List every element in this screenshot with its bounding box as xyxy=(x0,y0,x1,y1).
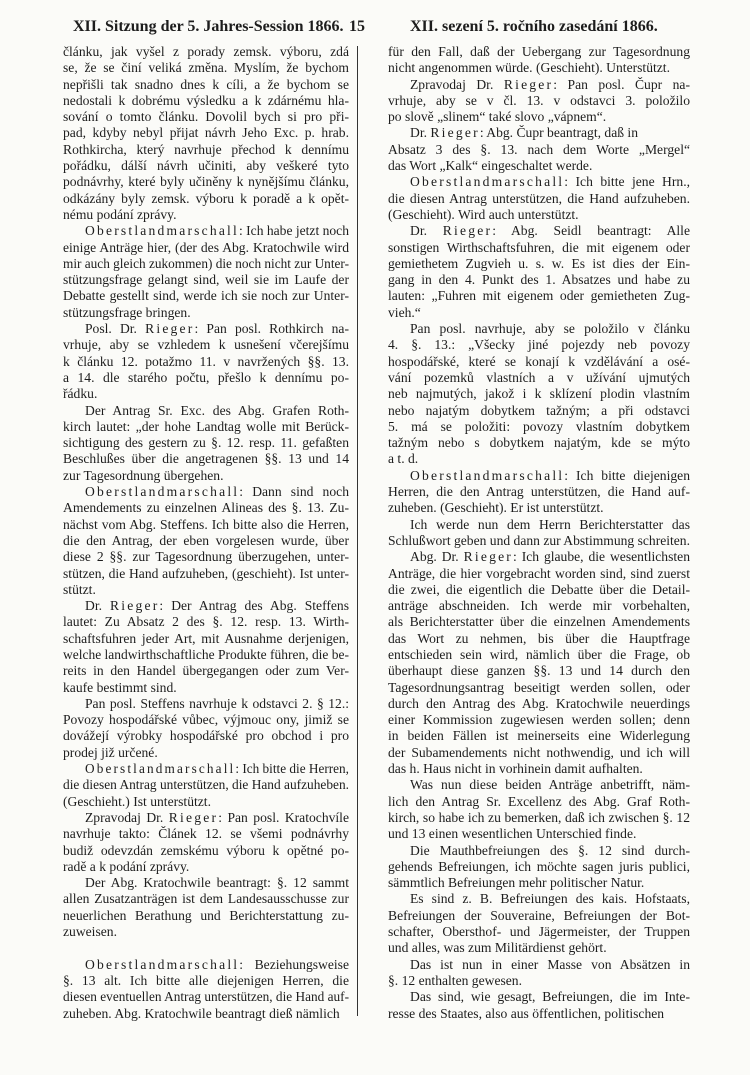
text-line xyxy=(388,680,690,696)
paragraph xyxy=(63,761,349,810)
line-text: 5. má se položiti: povozy vlastním dobytkem xyxy=(388,418,690,434)
text-line xyxy=(388,614,690,630)
line-text: Pan posl. navrhuje, aby se položilo v článku xyxy=(410,321,690,337)
text-line xyxy=(63,631,349,647)
speaker-name: Oberstlandmarschall xyxy=(85,223,239,239)
text-line xyxy=(63,158,349,174)
line-text: 4. §. 13.: „Všecky jiné pojezdy neb povozy xyxy=(388,337,690,353)
line-text: Amendements zu einzelnen Alineas des §. 13. Zu- xyxy=(63,500,349,516)
text-line xyxy=(388,663,690,679)
line-text: lautet: Zu Absatz 2 des §. 12. resp. 13. Wirth- xyxy=(63,614,349,630)
speaker-prefix: Dr. xyxy=(410,125,431,141)
right-column xyxy=(388,44,690,1022)
line-text: kirch, so habe ich zu bemerken, daß ich zwischen §. 12 xyxy=(388,809,690,825)
line-text: sichtigung des gestern zu §. 12. resp. 11. gefaßten xyxy=(63,435,349,451)
text-line xyxy=(388,272,690,288)
text-line xyxy=(63,843,349,859)
text-line xyxy=(388,533,690,549)
line-text: : Ich bitte jene Hrn., xyxy=(564,174,690,190)
line-text: Herren, die den Antrag unterstützen, die Hand auf- xyxy=(388,484,690,500)
paragraph xyxy=(388,77,690,126)
line-text: zuweisen. xyxy=(63,924,117,940)
line-text: Debatte gestellt sind, werde ich sie noch zur Unter- xyxy=(63,288,349,304)
line-text: Es sind z. B. Befreiungen des kais. Hofstaats, xyxy=(410,891,690,907)
line-text: zuheben. Abg. Kratochwile beantragt dieß nämlich xyxy=(63,1005,340,1021)
line-text: Beschlußes über die angetragenen §§. 13 und 14 xyxy=(63,451,349,467)
text-line xyxy=(63,354,349,370)
line-text: řádku. xyxy=(63,386,98,402)
line-text: : Beziehungsweise xyxy=(239,956,349,972)
text-line xyxy=(388,973,690,989)
left-column xyxy=(63,44,349,1022)
line-text: se, že se činí veliká změna. Myslím, že bychom xyxy=(63,60,349,76)
line-text: diesen eventuellen Antrag unterstützen, die Hand auf- xyxy=(63,989,349,1005)
line-text: entschieden sein wird, nämlich über die Frage, ob xyxy=(388,646,690,662)
paragraph xyxy=(388,549,690,777)
text-line xyxy=(388,908,690,924)
line-text: die diesen Antrag unterstützen, die Hand aufzuheben. xyxy=(63,777,349,793)
line-text: vrhuje, aby se vzhledem k usnešení včerejšímu xyxy=(63,337,349,353)
paragraph xyxy=(388,777,690,842)
text-line xyxy=(63,875,349,891)
line-text: : Ich habe jetzt noch xyxy=(238,223,349,239)
text-line xyxy=(388,174,690,190)
text-line xyxy=(63,337,349,353)
column-divider xyxy=(357,46,358,1016)
paragraph xyxy=(388,223,690,321)
line-text: Die Mauthbefreiungen des §. 12 sind durch- xyxy=(410,842,690,858)
text-line xyxy=(388,288,690,304)
speaker-name: Oberstlandmarschall xyxy=(410,467,565,483)
line-text: Befreiungen der Souveraine, Befreiungen der Bot- xyxy=(388,907,690,923)
text-line xyxy=(63,174,349,190)
text-line xyxy=(63,256,349,272)
line-text: und 13 einen wesentlichen Unterschied finde. xyxy=(388,826,637,842)
speaker-name: Rieger xyxy=(168,809,219,825)
speaker-prefix: Abg. Dr. xyxy=(410,549,464,565)
text-line xyxy=(63,891,349,907)
text-line xyxy=(63,794,349,810)
paragraph xyxy=(388,468,690,517)
line-text: das h. Haus nicht in vorhinein damit aufhalten. xyxy=(388,761,643,777)
text-line xyxy=(63,810,349,826)
line-text: (Geschieht.) Ist unterstützt. xyxy=(63,793,211,809)
text-line xyxy=(388,484,690,500)
line-text: odkázány byly zemsk. výboru k poradě a k opět- xyxy=(63,190,349,206)
running-header-german: XII. Sitzung der 5. Jahres-Session 1866. xyxy=(73,18,344,35)
text-line xyxy=(63,614,349,630)
line-text: einer Kommission zugewiesen werden sollen; denn xyxy=(388,712,690,728)
line-text: Der Antrag Sr. Exc. des Abg. Grafen Roth- xyxy=(85,402,349,418)
text-line xyxy=(388,794,690,810)
line-text: : Ich bitte die Herren, xyxy=(235,761,349,777)
text-line xyxy=(63,77,349,93)
line-text: kaufe bestimmt sind. xyxy=(63,679,177,695)
text-line xyxy=(388,191,690,207)
line-text: : Abg. Čupr beantragt, daß in xyxy=(479,125,639,141)
line-text: nächst vom Abg. Steffens. Ich bitte also die Herren, xyxy=(63,516,349,532)
text-line xyxy=(63,207,349,223)
line-text: einige Anträge hier, (der des Abg. Kratochwile wird xyxy=(63,239,349,255)
line-text: welche landwirthschaftliche Produkte führen, die be- xyxy=(63,646,349,662)
line-text: radě a k podání zprávy. xyxy=(63,858,190,874)
text-line xyxy=(63,566,349,582)
line-text: pad, kdyby nebyl přijat návrh Jeho Exc. p. hrab. xyxy=(63,125,349,141)
text-line xyxy=(63,582,349,598)
text-line xyxy=(63,386,349,402)
text-line xyxy=(388,566,690,582)
text-line xyxy=(63,240,349,256)
line-text: nedostali k dobrému výsledku a k zdárnému hla- xyxy=(63,92,349,108)
text-line xyxy=(63,1006,349,1022)
text-line xyxy=(388,468,690,484)
line-text: tažným nebo s dobytkem najatým, kde se mýto xyxy=(388,435,690,451)
line-text: vieh.“ xyxy=(388,304,421,320)
line-text: Povozy hospodářské vůbec, výjmouc ony, jimiž se xyxy=(63,712,349,728)
text-line xyxy=(388,44,690,60)
text-line xyxy=(388,337,690,353)
line-text: Schlußwort geben und dann zur Abstimmung schreiten. xyxy=(388,532,690,548)
line-text: : Dann sind noch xyxy=(239,484,349,500)
text-line xyxy=(63,647,349,663)
text-line xyxy=(63,305,349,321)
text-line xyxy=(63,403,349,419)
text-line xyxy=(388,435,690,451)
line-text: : Ich bitte diejenigen xyxy=(564,467,690,483)
line-text: sování o tomto článku. Dovolil bych si pro při- xyxy=(63,109,349,125)
text-line xyxy=(63,321,349,337)
text-line xyxy=(63,484,349,500)
text-line xyxy=(63,924,349,940)
line-text: Ich werde nun dem Herrn Berichterstatter das xyxy=(410,516,690,532)
line-text: stützen, die Hand aufzuheben, (geschieht). Ist unter- xyxy=(63,565,349,581)
line-text: budiž odevzdán zemskému výboru k opětné po- xyxy=(63,842,349,858)
text-line xyxy=(388,207,690,223)
line-text: (Geschieht). Wird auch unterstützt. xyxy=(388,206,579,222)
text-line xyxy=(388,321,690,337)
text-line xyxy=(388,745,690,761)
speaker-prefix: Posl. Dr. xyxy=(85,321,146,337)
text-line xyxy=(388,598,690,614)
text-line xyxy=(388,631,690,647)
text-line xyxy=(388,549,690,565)
speaker-prefix: Dr. xyxy=(410,223,443,239)
speaker-prefix: Zpravodaj Dr. xyxy=(410,76,504,92)
paragraph xyxy=(388,891,690,956)
line-text: : Der Antrag des Abg. Steffens xyxy=(159,598,349,614)
text-line xyxy=(63,777,349,793)
paragraph xyxy=(388,989,690,1022)
speaker-name: Oberstlandmarschall xyxy=(85,956,240,972)
line-text: das Wort zu nehmen, bis über die Hauptfrage xyxy=(388,630,690,646)
line-text: stützungsfrage bringen. xyxy=(63,304,191,320)
line-text: der Subamendements nicht nothwendig, und ich will xyxy=(388,744,690,760)
line-text: Der Abg. Kratochwile beantragt: §. 12 sammt xyxy=(85,875,349,891)
line-text: Anträge, die hier vorgebracht worden sind, sind zuerst xyxy=(388,565,690,581)
line-text: : Pan posl. Čupr na- xyxy=(553,76,690,92)
line-text: gang in den 4. Punkt des 1. Absatzes und habe zu xyxy=(388,272,690,288)
speaker-name: Rieger xyxy=(109,598,160,614)
text-line xyxy=(388,940,690,956)
line-text: nému podání zprávy. xyxy=(63,206,177,222)
text-line xyxy=(388,712,690,728)
text-line xyxy=(388,93,690,109)
text-line xyxy=(63,908,349,924)
line-text: das Wort „Kalk“ eingeschaltet werde. xyxy=(388,158,593,174)
line-text: schaftsfuhren jeder Art, mit Ausnahme derjenigen, xyxy=(63,630,349,646)
text-line xyxy=(63,60,349,76)
text-line xyxy=(388,451,690,467)
line-text: pořádku, dálší návrh učiniti, aby veškeré tyto xyxy=(63,158,349,174)
line-text: §. 12 enthalten gewesen. xyxy=(388,972,523,988)
paragraph xyxy=(63,403,349,484)
line-text: Rothkircha, který navrhuje přechod k dennímu xyxy=(63,141,349,157)
line-text: Absatz 3 des §. 13. nach dem Worte „Mergel“ xyxy=(388,141,690,157)
line-text: Pan posl. Steffens navrhuje k odstavci 2. § 12.: xyxy=(85,695,349,711)
text-line xyxy=(63,288,349,304)
line-text: : Ich glaube, die wesentlichsten xyxy=(513,549,690,565)
text-line xyxy=(388,891,690,907)
line-text: článku, jak vyšel z porady zemsk. výboru, zdá xyxy=(63,44,349,59)
line-text: die zwei, die eigentlich die Debatte über die Detail- xyxy=(388,581,690,597)
text-line xyxy=(388,142,690,158)
text-line xyxy=(63,500,349,516)
text-line xyxy=(63,517,349,533)
line-text: reits in den Handel übergegangen oder zum Ver- xyxy=(63,663,349,679)
line-text: prodej již určené. xyxy=(63,744,158,760)
text-line xyxy=(388,517,690,533)
text-line xyxy=(63,696,349,712)
line-text: k článku 12. potažmo 11. v navržených §§. 13. xyxy=(63,353,349,369)
text-line xyxy=(63,468,349,484)
text-line xyxy=(63,223,349,239)
text-line xyxy=(388,989,690,1005)
line-text: zuheben. (Geschieht). Er ist unterstützt. xyxy=(388,500,604,516)
line-text: dovážejí výrobky hospodářské pro obchod i pro xyxy=(63,728,349,744)
text-line xyxy=(63,598,349,614)
line-text: lich den Antrag Sr. Excellenz des Abg. Graf Roth- xyxy=(388,793,690,809)
paragraph xyxy=(63,957,349,1022)
line-text: kirch lautet: „der hohe Landtag wolle mit Berück- xyxy=(63,418,349,434)
line-text: Was nun diese beiden Anträge anbetrifft, näm- xyxy=(410,777,690,793)
text-line xyxy=(388,1006,690,1022)
text-line xyxy=(388,305,690,321)
line-text: a 14. dle starého počtu, přešlo k dennímu po- xyxy=(63,369,349,385)
paragraph xyxy=(63,44,349,223)
line-text: schafter, Obersthof- und Jägermeister, der Truppen xyxy=(388,924,690,940)
speaker-name: Rieger xyxy=(463,549,514,565)
line-text: diese 2 §§. zur Tagesordnung überzugehen, unter- xyxy=(63,549,349,565)
text-line xyxy=(388,859,690,875)
line-text: die diesen Antrag unterstützen, die Hand aufzuheben. xyxy=(388,190,690,206)
line-text: nepřišli tak snadno dnes k cíli, a že bychom se xyxy=(63,76,349,92)
paragraph xyxy=(63,875,349,956)
speaker-name: Rieger xyxy=(442,223,493,239)
text-line xyxy=(63,44,349,60)
text-line xyxy=(388,125,690,141)
text-line xyxy=(63,761,349,777)
text-line xyxy=(388,386,690,402)
speaker-prefix: Zpravodaj Dr. xyxy=(85,809,169,825)
running-header-czech: XII. sezení 5. ročního zasedání 1866. xyxy=(410,18,658,35)
line-text: : Pan posl. Kratochvíle xyxy=(218,809,349,825)
text-line xyxy=(63,745,349,761)
line-text: Das sind, wie gesagt, Befreiungen, die im Inte- xyxy=(410,989,690,1005)
line-text: gemiethetem Zugvieh u. s. w. Es ist dies der Ein- xyxy=(388,255,690,271)
line-text: lauten: „Fuhren mit eigenem oder gemietheten Zug- xyxy=(388,288,690,304)
paragraph xyxy=(388,44,690,77)
line-text: podnávrhy, které byly učiněny k nynějšímu článku, xyxy=(63,174,349,190)
line-text: neb najmutých, jakož i k sklízení plodin vlastním xyxy=(388,386,690,402)
text-line xyxy=(388,761,690,777)
text-line xyxy=(63,680,349,696)
line-text: die den Antrag, der eben vorgelesen wurde, über xyxy=(63,532,349,548)
line-text: po slově „slinem“ také slovo „vápnem“. xyxy=(388,109,607,125)
speaker-name: Rieger xyxy=(503,76,554,92)
text-line xyxy=(388,109,690,125)
text-line xyxy=(388,223,690,239)
text-line xyxy=(388,647,690,663)
speaker-name: Oberstlandmarschall xyxy=(85,761,236,777)
paragraph xyxy=(63,484,349,598)
paragraph xyxy=(388,843,690,892)
line-text: durch den Antrag des Abg. Kratochwile neuerdings xyxy=(388,695,690,711)
line-text: überhaupt diese ganzen §§. 13 und 14 durch den xyxy=(388,663,690,679)
text-line xyxy=(63,93,349,109)
paragraph xyxy=(63,223,349,321)
text-line xyxy=(388,843,690,859)
speaker-name: Oberstlandmarschall xyxy=(410,174,565,190)
line-text: gehends Befreiungen, ich möchte sagen juris publici, xyxy=(388,858,690,874)
speaker-name: Rieger xyxy=(430,125,480,141)
line-text: stützt. xyxy=(63,581,96,597)
blank-line xyxy=(63,940,349,956)
text-line xyxy=(63,419,349,435)
line-text: hospodářské, které se konají k vzdělávání a osé- xyxy=(388,353,690,369)
line-text: navrhuje takto: Článek 12. se všemi podnávrhy xyxy=(63,826,349,842)
text-line xyxy=(388,60,690,76)
text-line xyxy=(63,272,349,288)
line-text: für den Fall, daß der Uebergang zur Tagesordnung xyxy=(388,44,690,59)
text-line xyxy=(388,957,690,973)
line-text: und alles, was zum Militärdienst gehört. xyxy=(388,940,607,956)
text-line xyxy=(388,696,690,712)
line-text: zur Tagesordnung übergehen. xyxy=(63,467,224,483)
line-text: mir auch gleich zukommen) die noch nicht zur Unter- xyxy=(63,255,349,271)
line-text: stützungsfrage gelangt sind, weil sie im Laufe der xyxy=(63,272,349,288)
text-line xyxy=(63,435,349,451)
text-line xyxy=(388,240,690,256)
text-line xyxy=(388,728,690,744)
text-line xyxy=(63,728,349,744)
paragraph xyxy=(388,125,690,174)
text-line xyxy=(63,712,349,728)
line-text: vání pozemků vlastních a v užívání ujmutých xyxy=(388,369,690,385)
line-text: vrhuje, aby se v čl. 13. v odstavci 3. položilo xyxy=(388,92,690,108)
paragraph xyxy=(63,598,349,696)
text-line xyxy=(388,77,690,93)
text-line xyxy=(63,451,349,467)
text-line xyxy=(388,500,690,516)
speaker-name: Oberstlandmarschall xyxy=(85,484,240,500)
text-line xyxy=(63,533,349,549)
text-line xyxy=(63,663,349,679)
line-text: sämmtlich Befreiungen mehr politischer Natur. xyxy=(388,875,645,891)
line-text: neuerlichen Berathung und Berichterstattung zu- xyxy=(63,907,349,923)
text-line xyxy=(63,859,349,875)
line-text: Tagesordnungsantrag beseitigt werden sollen, oder xyxy=(388,679,690,695)
line-text: in beiden Fällen ist meinerseits eine Widerlegung xyxy=(388,728,690,744)
text-line xyxy=(63,191,349,207)
paragraph xyxy=(388,957,690,990)
text-line xyxy=(63,826,349,842)
line-text: allen Zusatzanträgen ist dem Landesausschusse zur xyxy=(63,891,349,907)
text-line xyxy=(388,403,690,419)
paragraph xyxy=(63,321,349,402)
text-line xyxy=(63,125,349,141)
line-text: a t. d. xyxy=(388,451,419,467)
line-text: resse des Staates, also aus öffentlichen, politischen xyxy=(388,1005,665,1021)
line-text: Das ist nun in einer Masse von Absätzen in xyxy=(410,956,690,972)
line-text: nebo najatým dobytkem tažným; a při odstavci xyxy=(388,402,690,418)
text-line xyxy=(388,826,690,842)
line-text: sonstigen Wirthschaftsfuhren, die mit eigenem oder xyxy=(388,239,690,255)
text-line xyxy=(388,924,690,940)
text-line xyxy=(63,142,349,158)
paragraph xyxy=(388,517,690,550)
text-line xyxy=(388,354,690,370)
text-line xyxy=(388,370,690,386)
page-number: 15 xyxy=(349,18,365,35)
text-line xyxy=(63,549,349,565)
paragraph xyxy=(388,174,690,223)
paragraph xyxy=(388,321,690,468)
line-text: : Pan posl. Rothkirch na- xyxy=(194,321,349,337)
line-text: §. 13 alt. Ich bitte alle diejenigen Herren, die xyxy=(63,972,349,988)
paragraph xyxy=(63,696,349,761)
text-line xyxy=(388,875,690,891)
line-text: anträge abschneiden. Ich werde mir vorbehalten, xyxy=(388,598,690,614)
line-text: als Berichterstatter über die einzelnen Amendements xyxy=(388,614,690,630)
text-line xyxy=(388,810,690,826)
text-line xyxy=(388,158,690,174)
line-text: : Abg. Seidl beantragt: Alle xyxy=(492,223,690,239)
paragraph xyxy=(63,810,349,875)
text-line xyxy=(63,989,349,1005)
text-line xyxy=(63,973,349,989)
speaker-name: Rieger xyxy=(145,321,195,337)
text-line xyxy=(388,419,690,435)
text-line xyxy=(388,256,690,272)
line-text: nicht angenommen würde. (Geschieht). Unterstützt. xyxy=(388,60,670,76)
text-line xyxy=(63,957,349,973)
text-line xyxy=(388,582,690,598)
text-line xyxy=(63,109,349,125)
text-line xyxy=(63,370,349,386)
text-line xyxy=(388,777,690,793)
speaker-prefix: Dr. xyxy=(85,598,110,614)
